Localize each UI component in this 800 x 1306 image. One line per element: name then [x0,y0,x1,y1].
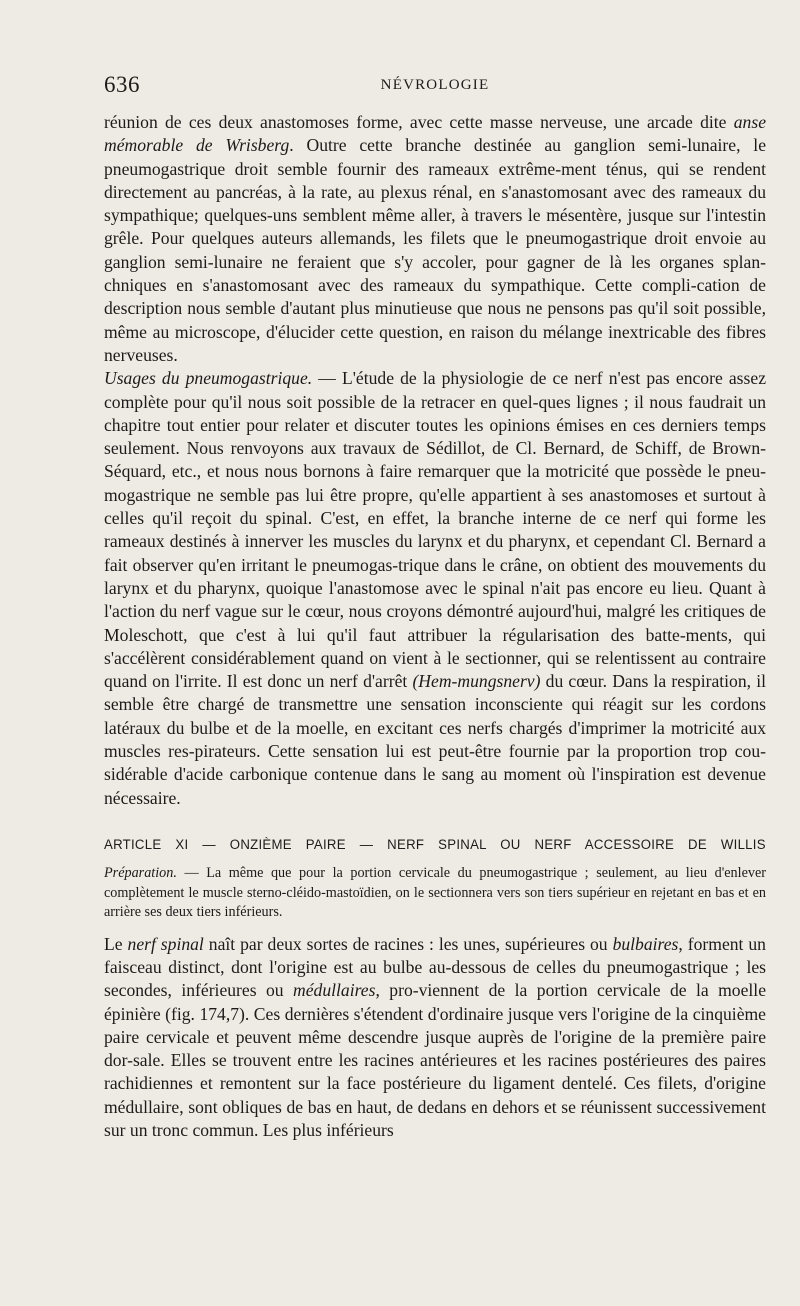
running-head: NÉVROLOGIE [380,77,490,93]
italic-term: médullaires [293,980,376,1001]
paragraph-usages [104,367,766,810]
text-run: Le [104,933,128,954]
text-run: — La même que pour la portion cervicale du pneumogastrique ; seulement, au lieu d'enlever complètement le muscle sterno-cléido-mastoïdien, on le sectionnera vers son tiers supérieur en rejetant en bas et en arrière ses deux tiers inférieurs. [104,864,766,921]
italic-term: nerf spinal [127,933,204,954]
text-run: . Outre cette branche destinée au ganglion semi-lunaire, le pneumogastrique droit semble fournir des rameaux extrême-ment ténus, qui se rendent directement au pancréas, à la rate, au plexus rénal, en s'anastomosant avec des rameaux du sympathique; quelques-uns semblent même aller, à travers le mésentère, jusque sur l'intestin grêle. Pour quelques auteurs allemands, les filets que le pneumogastrique droit envoie au ganglion semi-lunaire ne feraient que s'y accoler, pour gagner de là les organes splan-chniques en s'anastomosant avec des rameaux du sympathique. Cette compli-cation de description nous semble d'autant plus minutieuse que nous ne pensons pas qu'il soit possible, même au microscope, d'élucider cette question, en raison du mélange inextricable des fibres nerveuses. [104,135,767,365]
text-run: réunion de ces deux anastomoses forme, avec cette masse nerveuse, une arcade dite [104,112,734,132]
italic-term: bulbaires [612,933,679,954]
article-heading: ARTICLE XI — ONZIÈME PAIRE — NERF SPINAL OU NERF ACCESSOIRE DE WILLIS [104,836,766,853]
text-run: , forment un faisceau distinct, dont l'origine est au bulbe au-dessous de celles du pneumogastrique ; les secondes, inférieures ou [104,933,766,1001]
italic-term: anse mémorable de Wrisberg [104,112,766,156]
paragraph-nerf-spinal [104,933,766,1143]
page-header [104,72,766,102]
paragraph-anse-wrisberg [104,111,766,367]
text-run: — L'étude de la physiologie de ce nerf n'est pas encore assez complète pour qu'il nous soit possible de la retracer en quel-ques lignes ; il nous faudrait un chapitre tout entier pour relater et discuter toutes les opinions émises en ces derniers temps seulement. Nous renvoyons aux travaux de Sédillot, de Cl. Bernard, de Schiff, de Brown-Séquard, etc., et nous nous bornons à faire remarquer que la motricité que possède le pneu-mogastrique ne semble pas lui être propre, qu'elle appartient à ses anastomoses et surtout à celles qu'il reçoit du spinal. C'est, en effet, la branche interne de ce nerf qui forme les rameaux destinés à innerver les muscles du larynx et du pharynx, et cependant Cl. Bernard a fait observer qu'en irritant le pneumogas-trique dans le crâne, on obtient des mouvements du larynx et du pharynx, quoique l'anastomose avec le spinal n'ait pas encore eu lieu. Quant à l'action du nerf vague sur le cœur, nous croyons démontré aujourd'hui, malgré les critiques de Moleschott, que c'est à lui qu'il faut attribuer la régularisation des batte-ments, qui s'accélèrent considérablement quand on vient à le sectionner, qui se relentissent au contraire quand on l'irrite. Il est donc un nerf d'arrêt [104,368,766,692]
paragraph-preparation [104,864,766,923]
page-number: 636 [104,72,140,97]
page-body [104,111,766,1142]
italic-term: (Hem-mungsnerv) [412,671,541,692]
section-subheading: Préparation. [104,864,177,881]
text-run: , pro-viennent de la portion cervicale de la moelle épinière (fig. 174,7). Ces dernières s'étendent d'ordinaire jusque vers l'origine de la cinquième paire cervicale et peuvent même descendre jusque auprès de l'origine de la première paire dor-sale. Elles se trouvent entre les racines antérieures et les racines postérieures des paires rachidiennes et remontent sur la face postérieure du ligament dentelé. Ces filets, d'origine médullaire, sont obliques de bas en haut, de dedans en dehors et se réunissent successivement sur un tronc commun. Les plus inférieurs [104,980,766,1141]
text-run: du cœur. Dans la respiration, il semble être chargé de transmettre une sensation inconsciente qui réagit sur les cordons latéraux du bulbe et de la moelle, en excitant ces nerfs chargés d'imprimer la motricité aux muscles res-pirateurs. Cette sensation lui est peut-être fournie par la proportion trop cou-sidérable d'acide carbonique contenue dans le sang au moment où l'inspiration est devenue nécessaire. [104,671,766,808]
section-subheading: Usages du pneumogastrique. [104,368,313,389]
text-run: naît par deux sortes de racines : les unes, supérieures ou [203,933,613,954]
